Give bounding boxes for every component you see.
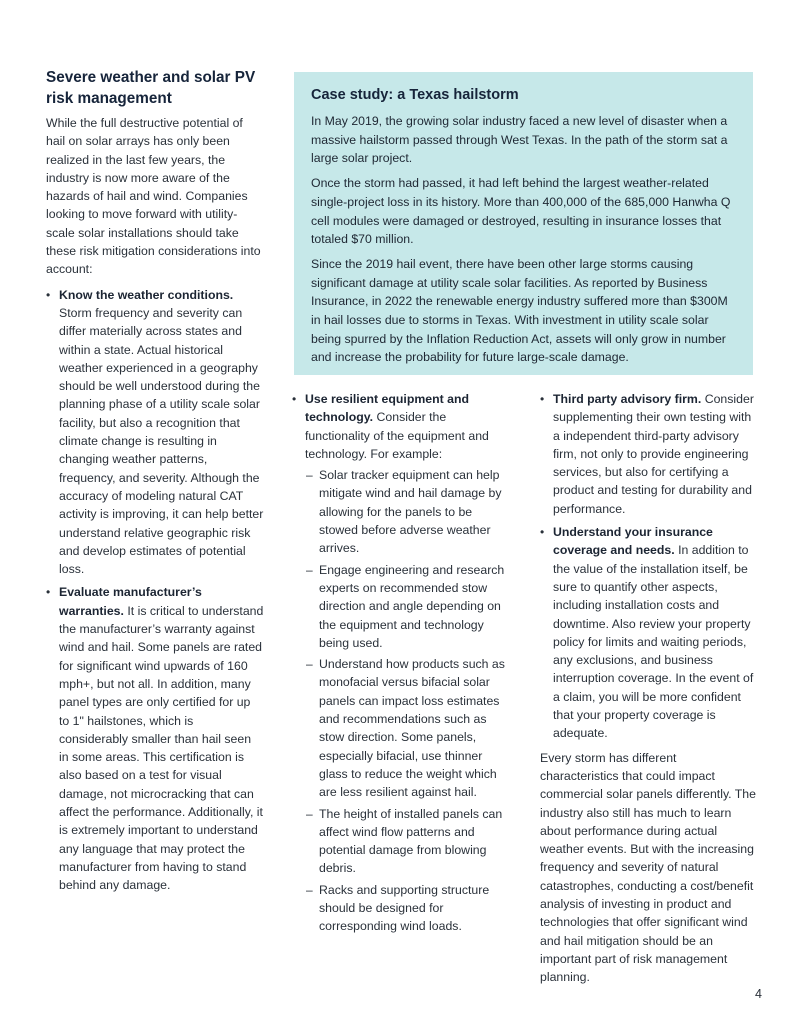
equipment-sub-list — [305, 466, 508, 935]
bullet-title: Understand your insurance coverage and needs. — [553, 525, 713, 558]
bullet-text: Storm frequency and severity can differ materially across states and within a state. Actual historical weather experienced in a geography should be well understood during the planning phase of a utility scale solar facility, but also a recognition that climate change is resulting in changing weather patterns, frequency, and severity. Although the accuracy of modeling natural CAT activity is improving, it can help better understand relative geographic risk and develop estimates of potential loss. — [59, 305, 264, 577]
bullet-text: In addition to the value of the installation itself, be sure to quantify other aspects, including installation costs and downtime. Also review your property policy for limits and waiting periods, any exclusions, and business interruption coverage. In the event of a claim, you will be more confident that your property coverage is adequate. — [553, 543, 754, 741]
closing-paragraph: Every storm has different characteristics that could impact commercial solar panels differently. The industry also still has much to learn about performance during actual weather events. But with the increasing frequency and severity of natural catastrophes, conducting a cost/benefit analysis of investing in product and technologies that offer significant wind and hail mitigation should be an important part of risk management planning. — [540, 750, 756, 985]
case-study-title: Case study: a Texas hailstorm — [311, 87, 519, 103]
equipment-bullet-list — [292, 390, 508, 936]
case-study-paragraph: Once the storm had passed, it had left behind the largest weather-related single-project loss in its history. More than 400,000 of the 685,000 Hanwha Q cell modules were damaged or destroyed, resulting in insurance losses that totaled $70 million. — [311, 176, 731, 247]
bullet-text: Consider supplementing their own testing with a independent third-party advisory firm, not only to provide engineering services, but also for certifying a product and testing for durability and performance. — [553, 392, 754, 516]
list-item — [46, 286, 264, 579]
right-column — [540, 390, 756, 987]
list-item — [292, 390, 508, 936]
case-study-paragraph: Since the 2019 hail event, there have been other large storms causing significant damage at utility scale solar facilities. As reported by Business Insurance, in 2022 the renewable energy industry suffered more than $300M in hail losses due to storms in Texas. With investment in utility scale solar being spurred by the Inflation Reduction Act, assets will only grow in number and increase the probability for future large-scale damage. — [311, 256, 728, 365]
left-column — [46, 114, 264, 899]
page-number: 4 — [755, 987, 762, 1001]
bullet-title: Use resilient equipment and technology. — [305, 392, 469, 425]
list-item — [540, 523, 756, 743]
risk-bullet-list — [46, 286, 264, 895]
intro-paragraph: While the full destructive potential of hail on solar arrays has only been realized in the last few years, the industry is now more aware of the hazards of hail and wind. Companies looking to move forward with utility-scale solar installations should take these risk mitigation considerations into account: — [46, 116, 261, 277]
bullet-title: Third party advisory firm. — [553, 392, 702, 406]
bullet-text: It is critical to understand the manufacturer’s warranty against wind and hail. Some panels are rated for significant wind upwards of 160 mph+, but not all. In addition, many panel types are only certified for up to 1" hailstones, which is considerably smaller than hail seen in some areas. This certification is also based on a test for visual damage, not microcracking that can affect the performance. Additionally, it is extremely important to understand any language that may protect the manufacturer from having to stand behind any damage. — [59, 603, 264, 893]
section-heading: Severe weather and solar PV risk management — [46, 69, 256, 107]
sub-list-item: – Racks and supporting structure should be designed for corresponding wind loads. — [305, 881, 508, 936]
advisory-bullet-list — [540, 390, 756, 743]
sub-list-item: – Understand how products such as monofacial versus bifacial solar panels can impact loss estimates and recommendations such as stow direction. Some panels, especially bifacial, use thinner glass to reduce the weight which are less resilient against hail. — [305, 655, 508, 801]
bullet-title: Evaluate manufacturer’s warranties. — [59, 585, 202, 618]
sub-list-item: – The height of installed panels can affect wind flow patterns and potential damage from blowing debris. — [305, 805, 508, 878]
sub-list-item: – Solar tracker equipment can help mitigate wind and hail damage by allowing for the panels to be stowed before adverse weather arrives. — [305, 466, 508, 557]
bullet-text: Consider the functionality of the equipment and technology. For example: — [305, 410, 489, 461]
list-item — [46, 583, 264, 894]
sub-list-item: – Engage engineering and research experts on recommended stow direction and angle depending on the equipment and technology being used. — [305, 561, 508, 652]
case-study-paragraph: In May 2019, the growing solar industry faced a new level of disaster when a massive hailstorm passed through West Texas. In the path of the storm sat a large solar project. — [311, 114, 728, 166]
bullet-title: Know the weather conditions. — [59, 287, 234, 302]
middle-column — [292, 390, 508, 941]
list-item — [540, 390, 756, 518]
case-study-box — [294, 72, 753, 375]
